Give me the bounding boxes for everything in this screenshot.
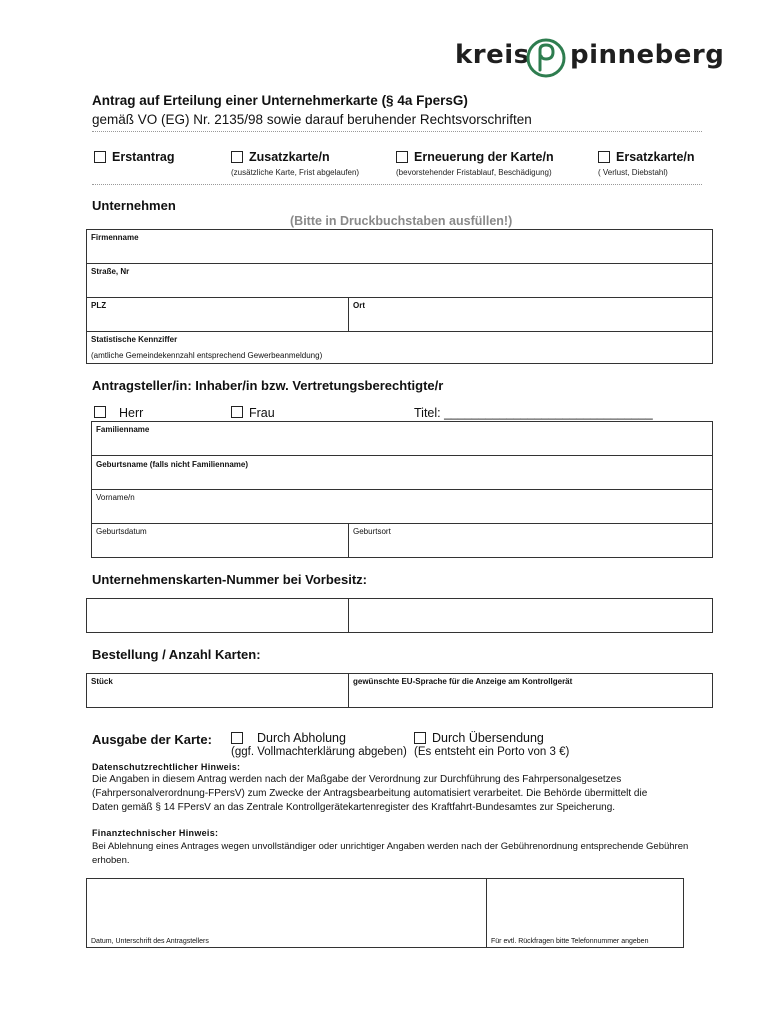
checkbox-erstantrag[interactable]	[94, 151, 106, 163]
bestellung-heading: Bestellung / Anzahl Karten:	[92, 647, 261, 662]
ort-field[interactable]	[348, 297, 713, 332]
geburtsname-label: Geburtsname (falls nicht Familienname)	[96, 460, 249, 469]
option-ersatzkarte-label: Ersatzkarte/n	[616, 150, 695, 164]
strasse-label: Straße, Nr	[91, 267, 130, 276]
vorname-label: Vorname/n	[96, 493, 135, 502]
kreis-pinneberg-logo-icon	[524, 36, 568, 80]
option-erneuerung-label: Erneuerung der Karte/n	[414, 150, 554, 164]
finanz-text-2: erhoben.	[92, 855, 130, 866]
telefon-label: Für evtl. Rückfragen bitte Telefonnummer angeben	[491, 938, 649, 945]
divider	[92, 131, 702, 132]
checkbox-herr[interactable]	[94, 406, 106, 418]
checkbox-uebersendung[interactable]	[414, 732, 426, 744]
form-title: Antrag auf Erteilung einer Unternehmerkarte (§ 4a FpersG)	[92, 93, 468, 108]
option-erstantrag-label: Erstantrag	[112, 150, 175, 164]
uebersendung-note: (Es entsteht ein Porto von 3 €)	[414, 746, 570, 758]
kennziffer-field[interactable]	[86, 331, 713, 364]
stueck-label: Stück	[91, 677, 113, 686]
antragsteller-heading: Antragsteller/in: Inhaber/in bzw. Vertretungsberechtigte/r	[92, 378, 444, 393]
stueck-field[interactable]	[86, 673, 349, 708]
abholung-note: (ggf. Vollmachterklärung abgeben)	[231, 746, 407, 758]
checkbox-zusatzkarte[interactable]	[231, 151, 243, 163]
familienname-field[interactable]	[91, 421, 713, 456]
kartennummer-field-1[interactable]	[86, 598, 349, 633]
vorbesitz-heading: Unternehmenskarten-Nummer bei Vorbesitz:	[92, 572, 367, 587]
plz-field[interactable]	[86, 297, 349, 332]
geburtsort-label: Geburtsort	[353, 527, 391, 536]
datenschutz-text-1: Die Angaben in diesem Antrag werden nach der Maßgabe der Verordnung zur Durchführung des Fahrpersonalgesetzes	[92, 774, 622, 785]
option-ersatzkarte-note: ( Verlust, Diebstahl)	[598, 168, 668, 177]
vorname-field[interactable]	[91, 489, 713, 524]
logo-kreis-text: kreis	[455, 40, 530, 70]
checkbox-frau[interactable]	[231, 406, 243, 418]
telefon-field[interactable]	[486, 878, 684, 948]
geburtsdatum-field[interactable]	[91, 523, 349, 558]
strasse-field[interactable]	[86, 263, 713, 298]
titel-field[interactable]: Titel: ______________________________	[414, 406, 653, 420]
familienname-label: Familienname	[96, 425, 150, 434]
plz-label: PLZ	[91, 301, 107, 310]
kartennummer-field-2[interactable]	[348, 598, 713, 633]
option-zusatzkarte-label: Zusatzkarte/n	[249, 150, 330, 164]
divider	[92, 184, 702, 185]
checkbox-ersatzkarte[interactable]	[598, 151, 610, 163]
unternehmen-heading: Unternehmen	[92, 198, 176, 213]
ort-label: Ort	[353, 301, 365, 310]
uebersendung-label: Durch Übersendung	[432, 731, 544, 745]
signature-label: Datum, Unterschrift des Antragstellers	[91, 938, 209, 945]
ausgabe-label: Ausgabe der Karte:	[92, 732, 212, 747]
abholung-label: Durch Abholung	[257, 731, 346, 745]
kennziffer-label: Statistische Kennziffer	[91, 335, 178, 344]
eu-sprache-label: gewünschte EU-Sprache für die Anzeige am Kontrollgerät	[353, 677, 573, 686]
datenschutz-text-3: Daten gemäß § 14 FPersV an das Zentrale Kontrollgerätekartenregister des Kraftfahrt-Bundesamtes zur Speicherung.	[92, 802, 616, 813]
signature-field[interactable]	[86, 878, 487, 948]
datenschutz-text-2: (Fahrpersonalverordnung-FPersV) zum Zwecke der Antragsbearbeitung automatisiert verarbeitet. Die Behörde übermittelt die	[92, 788, 648, 799]
eu-sprache-field[interactable]	[348, 673, 713, 708]
option-zusatzkarte-note: (zusätzliche Karte, Frist abgelaufen)	[231, 168, 360, 177]
finanz-text-1: Bei Ablehnung eines Antrages wegen unvollständiger oder unrichtiger Angaben werden nach der Gebührenordnung entsprechende Gebühren	[92, 841, 689, 852]
logo-pinneberg-text: pinneberg	[570, 40, 725, 70]
geburtsort-field[interactable]	[348, 523, 713, 558]
kennziffer-note: (amtliche Gemeindekennzahl entsprechend Gewerbeanmeldung)	[91, 351, 323, 360]
checkbox-abholung[interactable]	[231, 732, 243, 744]
option-erneuerung-note: (bevorstehender Fristablauf, Beschädigung)	[396, 168, 552, 177]
geburtsname-field[interactable]	[91, 455, 713, 490]
checkbox-erneuerung[interactable]	[396, 151, 408, 163]
herr-label: Herr	[119, 406, 144, 420]
form-subtitle: gemäß VO (EG) Nr. 2135/98 sowie darauf beruhender Rechtsvorschriften	[92, 112, 532, 127]
datenschutz-heading: Datenschutzrechtlicher Hinweis:	[92, 762, 241, 772]
finanz-heading: Finanztechnischer Hinweis:	[92, 828, 219, 838]
print-letters-hint: (Bitte in Druckbuchstaben ausfüllen!)	[290, 214, 513, 228]
firmenname-field[interactable]	[86, 229, 713, 264]
firmenname-label: Firmenname	[91, 233, 139, 242]
geburtsdatum-label: Geburtsdatum	[96, 527, 147, 536]
frau-label: Frau	[249, 406, 275, 420]
